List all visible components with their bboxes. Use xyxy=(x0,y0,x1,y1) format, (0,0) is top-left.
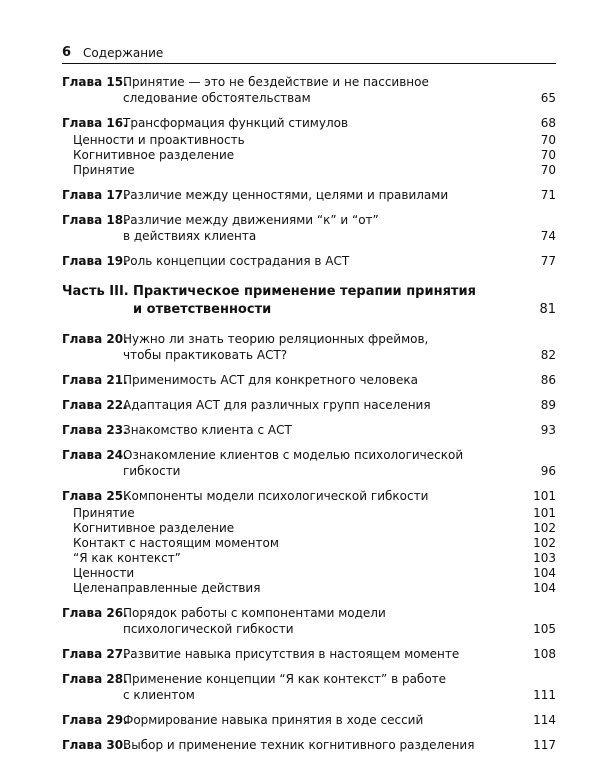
page-ref: 108 xyxy=(533,647,556,661)
toc-entry xyxy=(62,253,556,269)
chapter-title: Формирование навыка принятия в ходе сессий xyxy=(123,713,424,727)
page-ref: 86 xyxy=(540,373,556,387)
subsection-title: Целенаправленные действия xyxy=(73,581,261,595)
chapter-number: Глава 24. xyxy=(62,448,128,462)
page-ref: 101 xyxy=(533,506,556,520)
chapter-number: Глава 20. xyxy=(62,332,128,346)
chapter-title: Знакомство клиента с АСТ xyxy=(123,423,292,437)
page-ref: 70 xyxy=(540,133,556,147)
chapter-title: Различие между ценностями, целями и правилами xyxy=(123,188,449,202)
page-ref: 89 xyxy=(540,398,556,412)
page-number: 6 xyxy=(62,45,72,60)
page-ref: 81 xyxy=(539,302,556,317)
chapter-title: Выбор и применение техник когнитивного разделения xyxy=(123,738,475,752)
chapter-number: Глава 25. xyxy=(62,489,128,503)
chapter-title: психологической гибкости xyxy=(123,622,294,636)
page-ref: 102 xyxy=(533,536,556,550)
subsection-item xyxy=(62,506,556,521)
subsection-title: Когнитивное разделение xyxy=(73,148,235,162)
part-number: Часть III. xyxy=(62,284,129,299)
page-ref: 105 xyxy=(533,622,556,636)
part-title: и ответственности xyxy=(133,302,272,317)
toc-entry xyxy=(62,331,556,363)
chapter-title: в действиях клиента xyxy=(123,229,257,243)
page-ref: 65 xyxy=(540,91,556,105)
subsection-list xyxy=(62,506,556,596)
page-ref: 74 xyxy=(540,229,556,243)
chapter-title: Применимость АСТ для конкретного человека xyxy=(123,373,418,387)
toc-entry xyxy=(62,422,556,438)
subsection-title: Ценности xyxy=(73,566,135,580)
chapter-number: Глава 23. xyxy=(62,423,128,437)
toc-entry xyxy=(62,646,556,662)
page-ref: 70 xyxy=(540,163,556,177)
chapter-number: Глава 22. xyxy=(62,398,128,412)
page-header xyxy=(62,42,556,64)
chapter-number: Глава 29. xyxy=(62,713,128,727)
toc-entry xyxy=(62,212,556,244)
chapter-title: Адаптация АСТ для различных групп населения xyxy=(123,398,431,412)
subsection-item xyxy=(62,566,556,581)
toc-entry xyxy=(62,74,556,106)
page-ref: 82 xyxy=(540,348,556,362)
subsection-title: Принятие xyxy=(73,506,135,520)
toc-entry xyxy=(62,671,556,703)
chapter-number: Глава 16. xyxy=(62,116,128,130)
toc-entry xyxy=(62,488,556,504)
chapter-number: Глава 17. xyxy=(62,188,128,202)
chapter-title: Развитие навыка присутствия в настоящем моменте xyxy=(123,647,460,661)
chapter-title: Нужно ли знать теорию реляционных фреймов, xyxy=(123,332,429,346)
chapter-number: Глава 15. xyxy=(62,75,128,89)
page-ref: 104 xyxy=(533,566,556,580)
page-ref: 101 xyxy=(533,489,556,503)
page-ref: 117 xyxy=(533,738,556,752)
toc-entry xyxy=(62,737,556,753)
chapter-title: Трансформация функций стимулов xyxy=(123,116,349,130)
toc-entry xyxy=(62,605,556,637)
subsection-item xyxy=(62,163,556,178)
toc-entry xyxy=(62,372,556,388)
chapter-title: чтобы практиковать АСТ? xyxy=(123,348,288,362)
toc-entry xyxy=(62,712,556,728)
subsection-item xyxy=(62,133,556,148)
subsection-item xyxy=(62,551,556,566)
subsection-item xyxy=(62,536,556,551)
chapter-number: Глава 21. xyxy=(62,373,128,387)
chapter-title: Принятие — это не бездействие и не пассивное xyxy=(123,75,429,89)
running-title: Содержание xyxy=(83,46,164,60)
table-of-contents xyxy=(62,74,556,762)
toc-entry xyxy=(62,187,556,203)
subsection-list xyxy=(62,133,556,178)
subsection-item xyxy=(62,581,556,596)
chapter-title: следование обстоятельствам xyxy=(123,91,311,105)
toc-entry xyxy=(62,115,556,131)
subsection-item xyxy=(62,148,556,163)
chapter-number: Глава 19. xyxy=(62,254,128,268)
page-ref: 93 xyxy=(540,423,556,437)
toc-part xyxy=(62,283,556,319)
subsection-title: Ценности и проактивность xyxy=(73,133,245,147)
page-ref: 68 xyxy=(540,116,556,130)
chapter-number: Глава 26. xyxy=(62,606,128,620)
subsection-title: Когнитивное разделение xyxy=(73,521,235,535)
toc-entry xyxy=(62,447,556,479)
part-title: Практическое применение терапии принятия xyxy=(133,284,476,299)
chapter-title: Порядок работы с компонентами модели xyxy=(123,606,386,620)
page-ref: 114 xyxy=(533,713,556,727)
subsection-title: Контакт с настоящим моментом xyxy=(73,536,279,550)
page-ref: 71 xyxy=(540,188,556,202)
subsection-title: Принятие xyxy=(73,163,135,177)
subsection-item xyxy=(62,521,556,536)
chapter-number: Глава 28. xyxy=(62,672,128,686)
chapter-number: Глава 30. xyxy=(62,738,128,752)
chapter-title: с клиентом xyxy=(123,688,195,702)
page-ref: 111 xyxy=(533,688,556,702)
chapter-title: Роль концепции сострадания в АСТ xyxy=(123,254,350,268)
chapter-title: Различие между движениями “к” и “от” xyxy=(123,213,379,227)
chapter-title: гибкости xyxy=(123,464,181,478)
chapter-title: Применение концепции “Я как контекст” в работе xyxy=(123,672,447,686)
subsection-title: “Я как контекст” xyxy=(73,551,181,565)
page-ref: 70 xyxy=(540,148,556,162)
chapter-number: Глава 18. xyxy=(62,213,128,227)
chapter-title: Ознакомление клиентов с моделью психологической xyxy=(123,448,464,462)
page-ref: 104 xyxy=(533,581,556,595)
toc-entry xyxy=(62,397,556,413)
chapter-number: Глава 27. xyxy=(62,647,128,661)
page-ref: 77 xyxy=(540,254,556,268)
page-ref: 103 xyxy=(533,551,556,565)
page-ref: 96 xyxy=(540,464,556,478)
chapter-title: Компоненты модели психологической гибкости xyxy=(123,489,429,503)
page-ref: 102 xyxy=(533,521,556,535)
